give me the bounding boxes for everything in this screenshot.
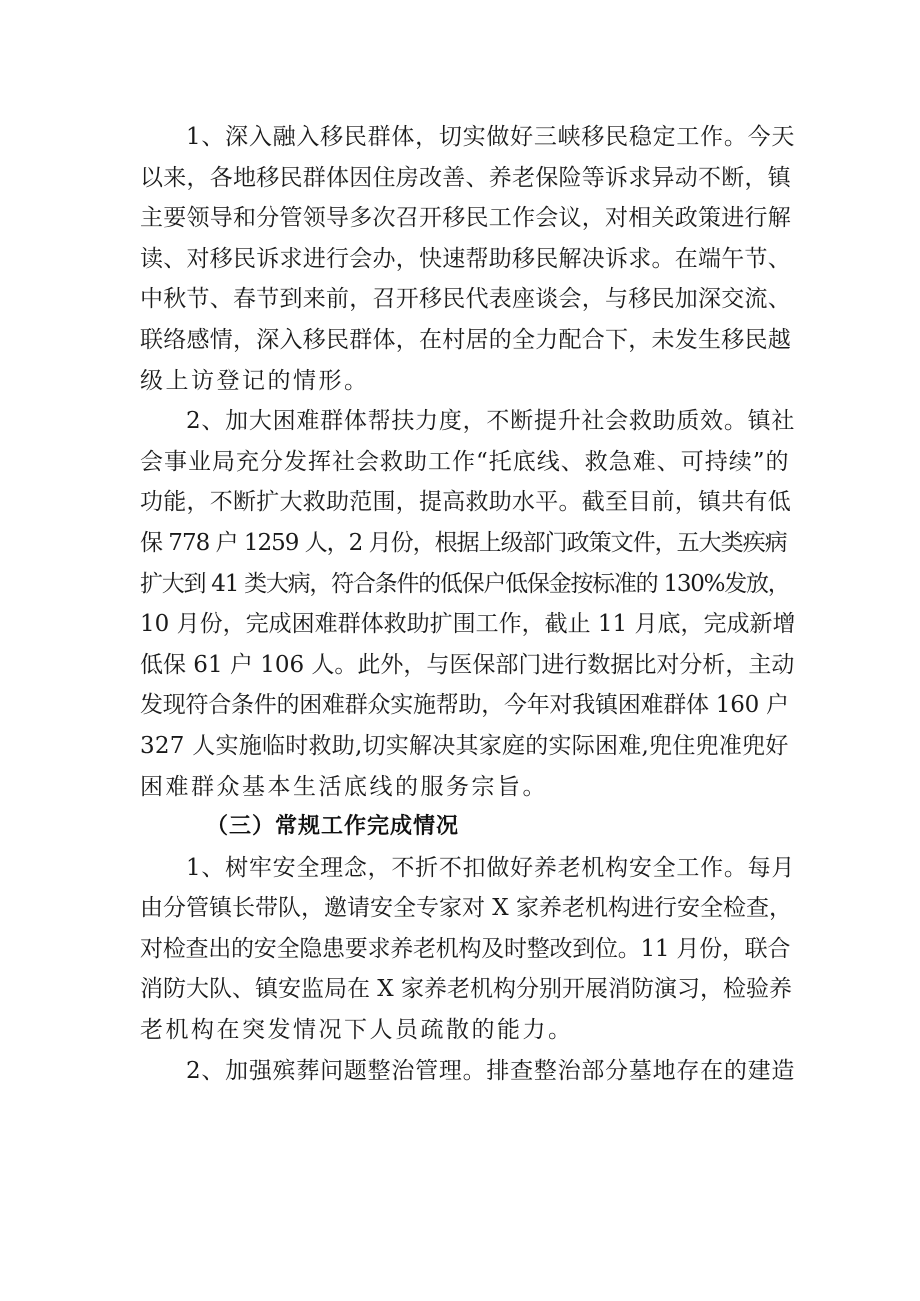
section-heading: （三）常规工作完成情况 xyxy=(206,814,460,840)
text-line: 低保 61 户 106 人。此外，与医保部门进行数据比对分析，主动 xyxy=(140,651,795,678)
text-line: 2、加大困难群体帮扶力度，不断提升社会救助质效。镇社 xyxy=(186,408,796,435)
paragraph-elderly-care-safety xyxy=(140,848,795,1051)
text-line: 10 月份，完成困难群体救助扩围工作，截止 11 月底，完成新增 xyxy=(140,611,796,638)
text-line: 发现符合条件的困难群众实施帮助，今年对我镇困难群体 160 户 xyxy=(140,692,789,719)
paragraph-migrant-stability xyxy=(140,117,795,401)
text-line: 级上访登记的情形。 xyxy=(140,367,370,394)
text-line: 功能，不断扩大救助范围，提高救助水平。截至目前，镇共有低 xyxy=(140,489,791,516)
text-line: 读、对移民诉求进行会办，快速帮助移民解决诉求。在端午节、 xyxy=(140,245,791,272)
text-line: 对检查出的安全隐患要求养老机构及时整改到位。11 月份，联合 xyxy=(140,935,791,962)
text-line: 由分管镇长带队，邀请安全专家对 X 家养老机构进行安全检查， xyxy=(140,895,792,922)
text-line: 消防大队、镇安监局在 X 家养老机构分别开展消防演习，检验养 xyxy=(140,976,792,1003)
paragraph-funeral-management xyxy=(140,1051,795,1092)
document-body xyxy=(140,117,795,1091)
paragraph-social-assistance xyxy=(140,401,795,807)
text-line: 主要领导和分管领导多次召开移民工作会议，对相关政策进行解 xyxy=(140,205,791,232)
text-line: 1、深入融入移民群体，切实做好三峡移民稳定工作。今天 xyxy=(186,124,796,150)
text-line: 保 778 户 1259 人，2 月份，根据上级部门政策文件，五大类疾病 xyxy=(140,529,787,556)
text-line: 1、树牢安全理念，不折不扣做好养老机构安全工作。每月 xyxy=(186,854,796,881)
text-line: 老机构在突发情况下人员疏散的能力。 xyxy=(140,1017,574,1044)
text-line: 327 人实施临时救助,切实解决其家庭的实际困难,兜住兜准兜好 xyxy=(140,732,789,759)
text-line: 会事业局充分发挥社会救助工作“托底线、救急难、可持续”的 xyxy=(140,448,790,475)
text-line: 2、加强殡葬问题整治管理。排查整治部分墓地存在的建造 xyxy=(186,1057,796,1084)
text-line: 扩大到 41 类大病，符合条件的低保户低保金按标准的 130%发放， xyxy=(140,570,790,597)
text-line: 困难群众基本生活底线的服务宗旨。 xyxy=(140,773,548,800)
text-line: 联络感情，深入移民群体，在村居的全力配合下，未发生移民越 xyxy=(140,326,791,353)
text-line: 以来，各地移民群体因住房改善、养老保险等诉求异动不断，镇 xyxy=(140,164,791,191)
text-line: 中秋节、春节到来前，召开移民代表座谈会，与移民加深交流、 xyxy=(140,286,791,313)
